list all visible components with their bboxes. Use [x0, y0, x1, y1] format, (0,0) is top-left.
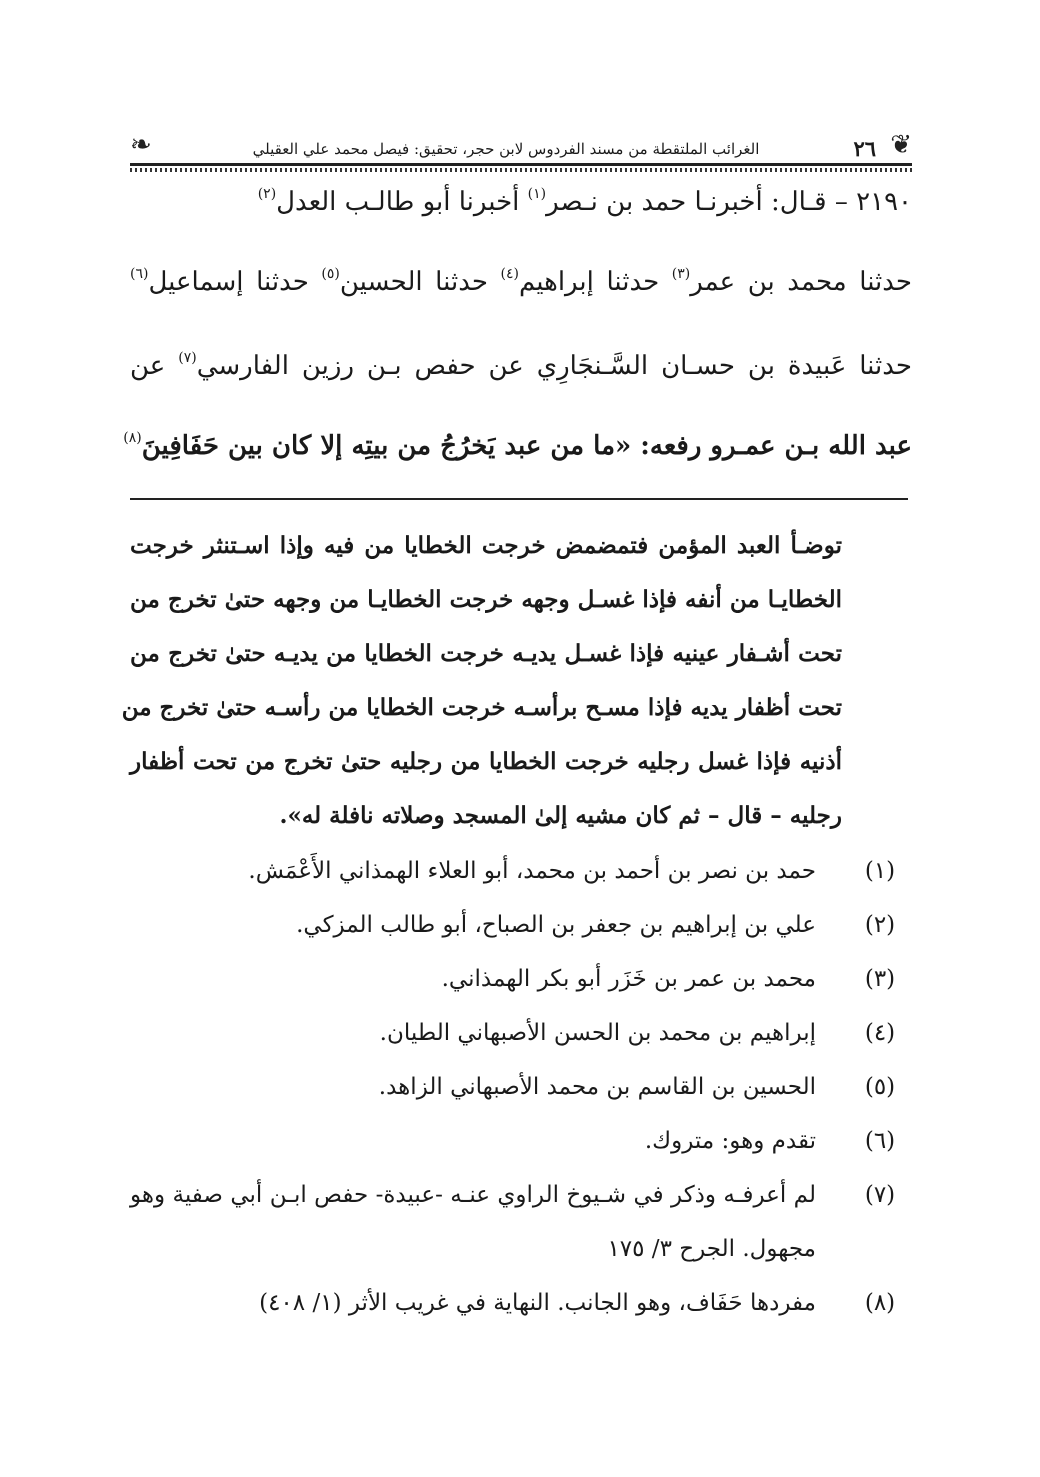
- header-chain-rule: [130, 168, 912, 172]
- footnote-text: لم أعرفـه وذكر في شـيوخ الراوي عنـه -عبيدة- حفص ابـن أبي صفية وهو: [130, 1182, 816, 1208]
- footnote-number: (٢): [864, 912, 896, 938]
- footnote-separator: [130, 498, 908, 500]
- footnote-ref[interactable]: (٣): [671, 266, 691, 282]
- ornament-right-icon: ❦: [890, 130, 912, 160]
- footnote-number: (٦): [864, 1128, 896, 1154]
- hadith-text: حدثنا عَبيدة بن حسـان السَّـنجَارِي عن حفص بـن رزين الفارسي: [196, 351, 912, 381]
- continuation-line: الخطايـا من أنفه فإذا غسـل وجهه خرجت الخطايـا من وجهه حتىٰ تخرج من: [130, 586, 842, 613]
- hadith-line-1: [130, 186, 912, 217]
- continuation-line: أذنيه فإذا غسل رجليه خرجت الخطايا من رجليه حتىٰ تخرج من تحت أظفار: [130, 748, 842, 775]
- hadith-line-4: [123, 430, 912, 461]
- hadith-text: حدثنا إبراهيم: [518, 267, 672, 297]
- page-header: [130, 128, 912, 180]
- footnote-number: (١): [864, 858, 896, 884]
- page-number: ٢٦: [853, 136, 876, 161]
- footnote-ref[interactable]: (٧): [178, 350, 197, 366]
- hadith-text: عبد الله بـن عمـرو رفعه: «ما من عبد يَخرُجُ من بيتِه إلا كان بين حَفَافِينَ: [141, 431, 912, 461]
- footnote-text: علي بن إبراهيم بن جعفر بن الصباح، أبو طالب المزكي.: [296, 912, 816, 938]
- hadith-text: حدثنا إسماعيل: [148, 267, 322, 297]
- footnote-number: (٤): [864, 1020, 896, 1046]
- footnote-ref[interactable]: (١): [527, 186, 547, 202]
- footnote-text: إبراهيم بن محمد بن الحسن الأصبهاني الطيان.: [379, 1020, 816, 1046]
- hadith-text: ٢١٩٠ – قـال: أخبرنـا حمد بن نـصر: [546, 187, 912, 217]
- continuation-line: تحت أظفار يديه فإذا مسـح برأسـه خرجت الخطايا من رأسـه حتىٰ تخرج من: [121, 694, 842, 721]
- footnote-text: تقدم وهو: متروك.: [644, 1128, 816, 1154]
- footnote-number: (٧): [864, 1182, 896, 1208]
- footnote-number: (٥): [864, 1074, 896, 1100]
- footnote-number: (٨): [864, 1290, 896, 1316]
- footnote-text: الحسين بن القاسم بن محمد الأصبهاني الزاهد.: [378, 1074, 816, 1100]
- hadith-text: حدثنا محمد بن عمر: [690, 267, 912, 297]
- hadith-text: حدثنا الحسين: [339, 267, 501, 297]
- continuation-line: تحت أشـفار عينيه فإذا غسـل يديـه خرجت الخطايا من يديـه حتىٰ تخرج من: [130, 640, 842, 667]
- header-rule: [130, 163, 912, 166]
- continuation-line: توضـأ العبد المؤمن فتمضمض خرجت الخطايا من فيه وإذا اسـتنثر خرجت: [130, 532, 842, 559]
- footnote-ref[interactable]: (٨): [123, 430, 142, 446]
- hadith-text: أخبرنا أبو طالـب العدل: [276, 187, 528, 217]
- footnote-number: (٣): [864, 966, 896, 992]
- footnote-ref[interactable]: (٢): [257, 186, 277, 202]
- running-title: الغرائب الملتقطة من مسند الفردوس لابن حجر، تحقيق: فيصل محمد علي العقيلي: [252, 140, 760, 158]
- ornament-left-icon: ❧: [130, 130, 152, 160]
- continuation-line: رجليه – قال – ثم كان مشيه إلىٰ المسجد وصلاته نافلة له».: [279, 802, 842, 829]
- footnote-ref[interactable]: (٥): [321, 266, 340, 282]
- footnote-text: محمد بن عمر بن خَزَر أبو بكر الهمذاني.: [441, 966, 816, 992]
- footnote-ref[interactable]: (٤): [500, 266, 519, 282]
- footnote-text: مفردها حَفَاف، وهو الجانب. النهاية في غريب الأثر (١/ ٤٠٨): [259, 1290, 816, 1316]
- footnote-text: حمد بن نصر بن أحمد بن محمد، أبو العلاء الهمذاني الأَعْمَش.: [248, 858, 816, 884]
- footnote-ref[interactable]: (٦): [130, 266, 149, 282]
- hadith-line-2: [130, 266, 912, 297]
- hadith-line-3: [130, 350, 912, 381]
- footnote-text: مجهول. الجرح ٣/ ١٧٥: [607, 1236, 816, 1262]
- hadith-text: عن: [130, 351, 179, 381]
